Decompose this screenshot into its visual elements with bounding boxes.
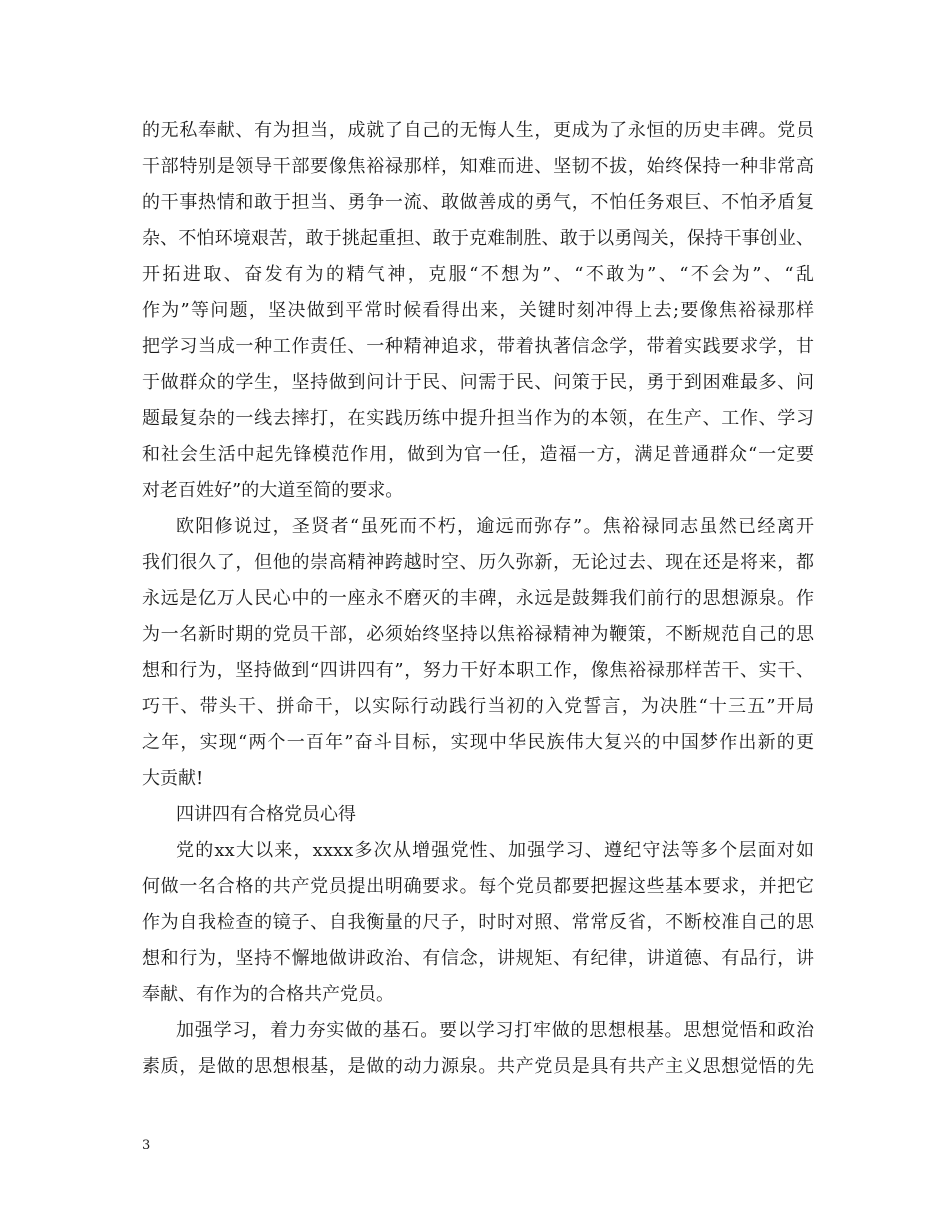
text-line: 作为”等问题，坚决做到平常时候看得出来，关键时刻冲得上去;要像焦裕禄那样 bbox=[142, 300, 814, 321]
text-line: 开拓进取、奋发有为的精气神，克服“不想为”、“不敢为”、“不会为”、“乱 bbox=[142, 264, 814, 285]
paragraph-first-line: 欧阳修说过，圣贤者“虽死而不朽，逾远而弥存”。焦裕禄同志虽然已经离开 bbox=[176, 516, 814, 537]
text-line: 奉献、有作为的合格共产党员。 bbox=[142, 984, 394, 1005]
text-line: 我们很久了，但他的崇高精神跨越时空、历久弥新，无论过去、现在还是将来，都 bbox=[142, 552, 814, 573]
text-line: 为一名新时期的党员干部，必须始终坚持以焦裕禄精神为鞭策，不断规范自己的思 bbox=[142, 624, 814, 645]
text-line: 素质，是做的思想根基，是做的动力源泉。共产党员是具有共产主义思想觉悟的先 bbox=[142, 1056, 814, 1077]
text-line: 和社会生活中起先锋模范作用，做到为官一任，造福一方，满足普通群众“一定要 bbox=[142, 444, 814, 465]
text-line: 巧干、带头干、拼命干，以实际行动践行当初的入党誓言，为决胜“十三五”开局 bbox=[142, 696, 814, 717]
text-line: 何做一名合格的共产党员提出明确要求。每个党员都要把握这些基本要求，并把它 bbox=[142, 876, 814, 897]
text-line: 作为自我检查的镜子、自我衡量的尺子，时时对照、常常反省，不断校准自己的思 bbox=[142, 912, 814, 933]
text-line: 永远是亿万人民心中的一座永不磨灭的丰碑，永远是鼓舞我们前行的思想源泉。作 bbox=[142, 588, 814, 609]
section-heading: 四讲四有合格党员心得 bbox=[176, 804, 356, 825]
text-line: 把学习当成一种工作责任、一种精神追求，带着执著信念学，带着实践要求学，甘 bbox=[142, 336, 814, 357]
paragraph-first-line: 党的xx大以来，xxxx多次从增强党性、加强学习、遵纪守法等多个层面对如 bbox=[176, 840, 814, 861]
text-line: 的无私奉献、有为担当，成就了自己的无悔人生，更成为了永恒的历史丰碑。党员 bbox=[142, 120, 814, 141]
text-line: 杂、不怕环境艰苦，敢于挑起重担、敢于克难制胜、敢于以勇闯关，保持干事创业、 bbox=[142, 228, 814, 249]
text-line: 于做群众的学生，坚持做到问计于民、问需于民、问策于民，勇于到困难最多、问 bbox=[142, 372, 814, 393]
text-line: 对老百姓好”的大道至简的要求。 bbox=[142, 480, 404, 501]
document-body bbox=[142, 113, 814, 1085]
page-number: 3 bbox=[142, 1138, 151, 1153]
text-line: 题最复杂的一线去摔打，在实践历练中提升担当作为的本领，在生产、工作、学习 bbox=[142, 408, 814, 429]
paragraph-first-line: 加强学习，着力夯实做的基石。要以学习打牢做的思想根基。思想觉悟和政治 bbox=[176, 1020, 814, 1041]
text-line: 的干事热情和敢于担当、勇争一流、敢做善成的勇气，不怕任务艰巨、不怕矛盾复 bbox=[142, 192, 814, 213]
text-line: 想和行为，坚持做到“四讲四有”，努力干好本职工作，像焦裕禄那样苦干、实干、 bbox=[142, 660, 814, 681]
text-line: 想和行为，坚持不懈地做讲政治、有信念，讲规矩、有纪律，讲道德、有品行，讲 bbox=[142, 948, 814, 969]
text-line: 之年，实现“两个一百年”奋斗目标，实现中华民族伟大复兴的中国梦作出新的更 bbox=[142, 732, 814, 753]
text-line: 大贡献! bbox=[142, 768, 204, 789]
text-line: 干部特别是领导干部要像焦裕禄那样，知难而进、坚韧不拔，始终保持一种非常高 bbox=[142, 156, 814, 177]
